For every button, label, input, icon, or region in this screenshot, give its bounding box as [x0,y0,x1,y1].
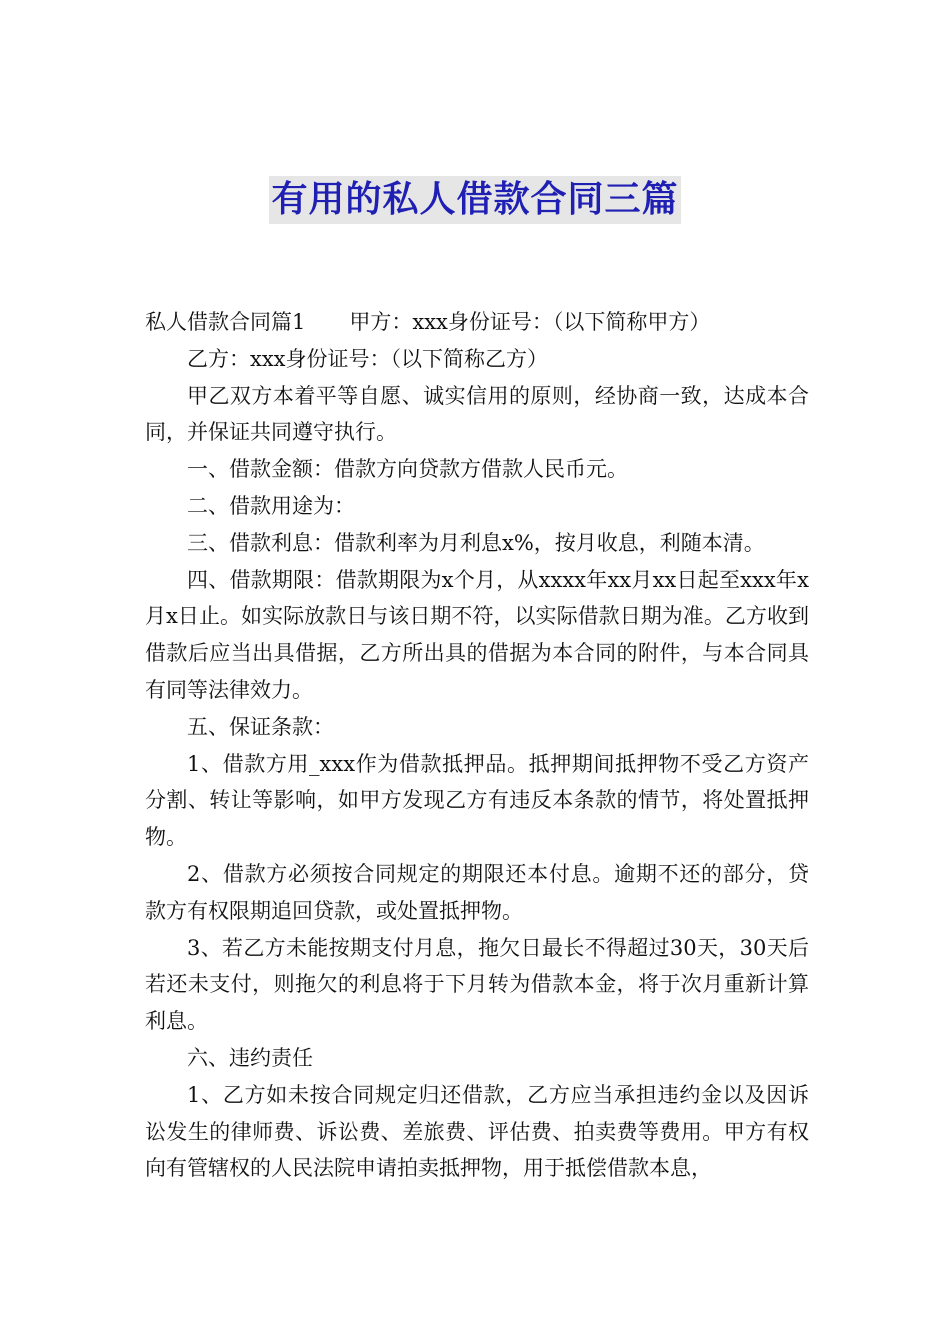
document-title: 有用的私人借款合同三篇 [269,176,680,224]
party-a-line: 甲方：xxx身份证号：（以下简称甲方） [349,310,711,334]
document-body [145,304,809,1187]
paragraph-guarantee-2: 2、借款方必须按合同规定的期限还本付息。逾期不还的部分，贷款方有权限期追回贷款，或处置抵押物。 [145,861,809,923]
paragraph-breach-heading: 六、违约责任 [187,1045,313,1070]
paragraph-loan-amount: 一、借款金额：借款方向贷款方借款人民币元。 [187,457,628,482]
paragraph-breach-1: 1、乙方如未按合同规定归还借款，乙方应当承担违约金以及因诉讼发生的律师费、诉讼费、差旅费、评估费、拍卖费等费用。甲方有权向有管辖权的人民法院申请拍卖抵押物，用于抵偿借款本息， [145,1082,809,1181]
paragraph-guarantee-3: 3、若乙方未能按期支付月息，拖欠日最长不得超过30天，30天后若还未支付，则拖欠的利息将于下月转为借款本金，将于次月重新计算利息。 [145,935,809,1034]
paragraph-loan-term: 四、借款期限：借款期限为x个月，从xxxx年xx月xx日起至xxx年x月x日止。如实际放款日与该日期不符，以实际借款日期为准。乙方收到借款后应当出具借据，乙方所出具的借据为本合同的附件，与本合同具有同等法律效力。 [145,567,809,702]
paragraph-loan-purpose: 二、借款用途为： [187,493,355,518]
paragraph-guarantee-heading: 五、保证条款： [187,714,334,739]
paragraph-guarantee-1: 1、借款方用_xxx作为借款抵押品。抵押期间抵押物不受乙方资产分割、转让等影响，如甲方发现乙方有违反本条款的情节，将处置抵押物。 [145,751,809,850]
title-container [0,176,950,224]
contract-heading: 私人借款合同篇1 [145,310,306,334]
contract-heading-line [145,304,809,341]
paragraph-party-b: 乙方：xxx身份证号：（以下简称乙方） [187,346,549,371]
paragraph-preamble: 甲乙双方本着平等自愿、诚实信用的原则，经协商一致，达成本合同，并保证共同遵守执行。 [145,383,809,445]
paragraph-loan-interest: 三、借款利息：借款利率为月利息x%，按月收息，利随本清。 [187,530,765,555]
